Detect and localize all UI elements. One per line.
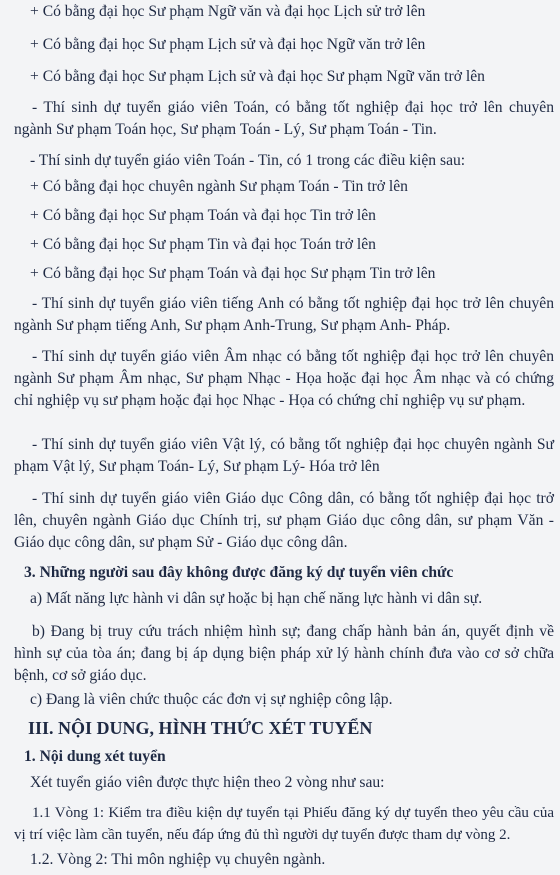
round-1-text: 1.1 Vòng 1: Kiểm tra điều kiện dự tuyển tại Phiếu đăng ký dự tuyển theo yêu cầu của vị trí việc làm cần tuyển, nếu đáp ứng đủ thì người dự tuyển được tham dự vòng 2.: [14, 805, 554, 843]
paragraph-toan: - Thí sinh dự tuyển giáo viên Toán, có bằng tốt nghiệp đại học trở lên chuyên ngành Sư phạm Toán học, Sư phạm Toán - Lý, Sư phạm Toán - Tin.: [14, 99, 554, 138]
paragraph-gdcd: - Thí sinh dự tuyển giáo viên Giáo dục Công dân, có bằng tốt nghiệp đại học trở lên, chuyên ngành Giáo dục Chính trị, sư phạm Giáo dục công dân, sư phạm Văn - Giáo dục công dân, sư phạm Sử - Giáo dục công dân.: [14, 490, 554, 551]
subsection-1-heading: 1. Nội dung xét tuyển: [24, 748, 166, 765]
bullet-line: + Có bằng đại học Sư phạm Lịch sử và đại học Sư phạm Ngữ văn trở lên: [30, 68, 485, 85]
bullet-line: + Có bằng đại học Sư phạm Ngữ văn và đại học Lịch sử trở lên: [30, 3, 426, 20]
paragraph-toan-tin: - Thí sinh dự tuyển giáo viên Toán - Tin, có 1 trong các điều kiện sau:: [30, 152, 466, 169]
intro-line: Xét tuyển giáo viên được thực hiện theo 2 vòng như sau:: [30, 774, 385, 791]
section-3-heading: 3. Những người sau đây không được đăng ký dự tuyển viên chức: [24, 564, 454, 581]
section-3-item-a: a) Mất năng lực hành vi dân sự hoặc bị hạn chế năng lực hành vi dân sự.: [30, 590, 483, 607]
round-2-text: 1.2. Vòng 2: Thi môn nghiệp vụ chuyên ngành.: [30, 851, 326, 868]
paragraph-am-nhac: - Thí sinh dự tuyển giáo viên Âm nhạc có bằng tốt nghiệp đại học trở lên chuyên ngành Sư phạm Âm nhạc, Sư phạm Nhạc - Họa hoặc đại học Âm nhạc và có chứng chỉ nghiệp vụ sư phạm hoặc đại học Nhạc - Họa có chứng chỉ nghiệp vụ sư phạm.: [14, 348, 554, 409]
section-III-heading: III. NỘI DUNG, HÌNH THỨC XÉT TUYỂN: [28, 718, 373, 738]
bullet-line: + Có bằng đại học Sư phạm Tin và đại học Toán trở lên: [30, 236, 376, 253]
bullet-line: + Có bằng đại học chuyên ngành Sư phạm Toán - Tin trở lên: [30, 178, 408, 195]
paragraph-vat-ly: - Thí sinh dự tuyển giáo viên Vật lý, có bằng tốt nghiệp đại học chuyên ngành Sư phạm Vật lý, Sư phạm Toán- Lý, Sư phạm Lý- Hóa trở lên: [14, 436, 554, 475]
paragraph-anh: - Thí sinh dự tuyển giáo viên tiếng Anh có bằng tốt nghiệp đại học trở lên chuyên ngành Sư phạm tiếng Anh, Sư phạm Anh-Trung, Sư phạm Anh- Pháp.: [14, 295, 554, 334]
section-3-item-c: c) Đang là viên chức thuộc các đơn vị sự nghiệp công lập.: [30, 691, 393, 708]
bullet-line: + Có bằng đại học Sư phạm Lịch sử và đại học Ngữ văn trở lên: [30, 36, 426, 53]
bullet-line: + Có bằng đại học Sư phạm Toán và đại học Sư phạm Tin trở lên: [30, 265, 436, 282]
section-3-item-b: b) Đang bị truy cứu trách nhiệm hình sự; đang chấp hành bản án, quyết định về hình sự của tòa án; đang bị áp dụng biện pháp xử lý hành chính đưa vào cơ sở chữa bệnh, cơ sở giáo dục.: [14, 623, 554, 684]
bullet-line: + Có bằng đại học Sư phạm Toán và đại học Tin trở lên: [30, 207, 376, 224]
